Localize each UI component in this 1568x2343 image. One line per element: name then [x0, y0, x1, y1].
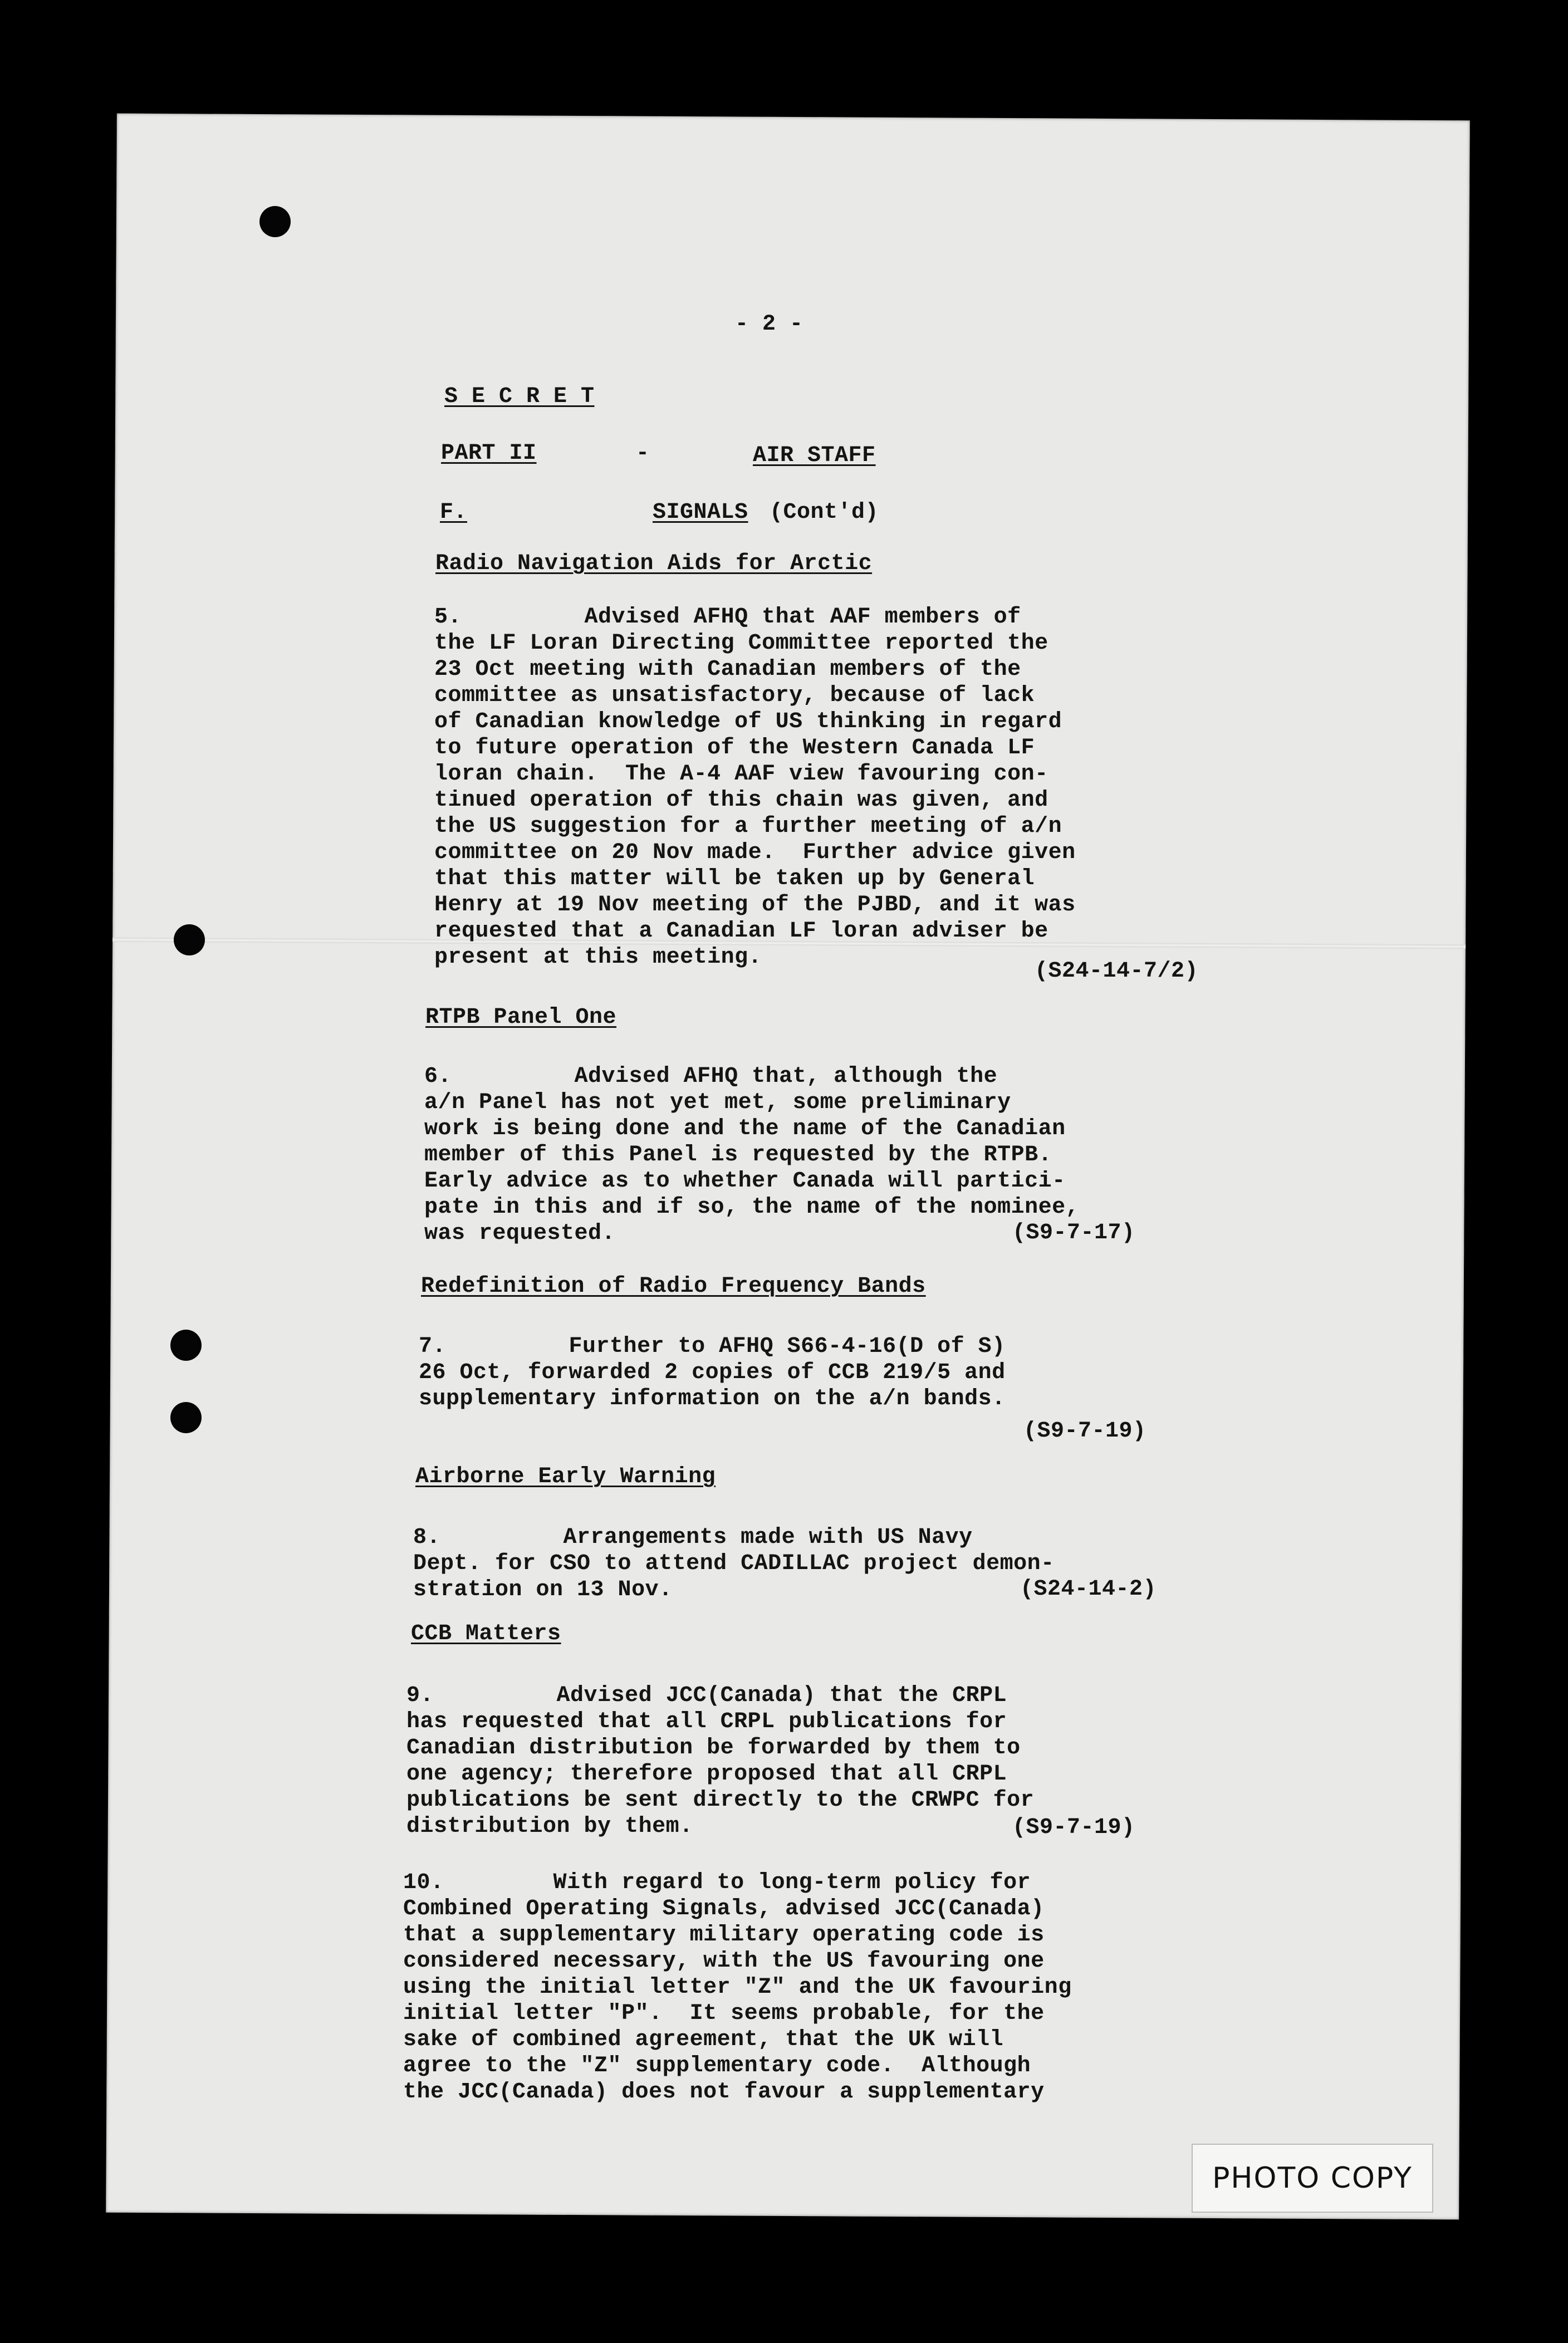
item-paragraph: 8. Arrangements made with US Navy Dept. for CSO to attend CADILLAC project demon- stration on 13 Nov. [413, 1525, 1055, 1602]
photocopy-stamp: PHOTO COPY [1192, 2144, 1433, 2213]
page-number: - 2 - [735, 312, 803, 337]
part-name: AIR STAFF [753, 443, 876, 468]
item-paragraph: 10. With regard to long-term policy for Combined Operating Signals, advised JCC(Canada) that a supplementary military operating code is considered necessary, with the US favouring one using the initial letter "Z" and the UK favouring initial letter "P". It seems probable, for the sake of combined agreement, that the UK will agree to the "Z" supplementary code. Although the JCC(Canada) does not favour a supplementary [403, 1870, 1072, 2105]
classification: S E C R E T [444, 384, 595, 409]
section-name: SIGNALS [653, 500, 748, 525]
item-paragraph: 9. Advised JCC(Canada) that the CRPL has requested that all CRPL publications for Canadian distribution be forwarded by them to one agency; therefore proposed that all CRPL publications be sent directly to the CRWPC for distribution by them. [406, 1683, 1035, 1839]
section-cont: (Cont'd) [770, 500, 879, 525]
punch-hole [170, 1402, 202, 1433]
item-paragraph: 7. Further to AFHQ S66-4-16(D of S) 26 Oct, forwarded 2 copies of CCB 219/5 and supplementary information on the a/n bands. [419, 1334, 1006, 1411]
file-reference: (S24-14-2) [1020, 1577, 1157, 1602]
item-paragraph: 6. Advised AFHQ that, although the a/n Panel has not yet met, some preliminary work is being done and the name of the Canadian member of this Panel is requested by the RTPB. Early advice as to whether Canada will partici- pate in this and if so, the name of the nominee, was requested. [424, 1064, 1080, 1246]
punch-hole [174, 924, 205, 955]
file-reference: (S9-7-19) [1023, 1419, 1146, 1444]
item-heading: Redefinition of Radio Frequency Bands [421, 1274, 926, 1299]
file-reference: (S9-7-17) [1012, 1220, 1135, 1246]
part-label: PART II [441, 441, 537, 466]
punch-hole [259, 206, 291, 237]
punch-hole [170, 1330, 202, 1361]
section-letter: F. [440, 500, 468, 525]
item-heading: CCB Matters [411, 1621, 561, 1646]
file-reference: (S24-14-7/2) [1035, 959, 1199, 984]
item-heading: RTPB Panel One [425, 1005, 617, 1030]
part-dash: - [636, 441, 650, 466]
item-heading: Radio Navigation Aids for Arctic [435, 551, 873, 576]
item-paragraph: 5. Advised AFHQ that AAF members of the LF Loran Directing Committee reported the 23 Oct meeting with Canadian members of the committee as unsatisfactory, because of lack of Canadian knowledge of US thinking in regard to future operation of the Western Canada LF loran chain. The A-4 AAF view favouring con- tinued operation of this chain was given, and the US suggestion for a further meeting of a/n committee on 20 Nov made. Further advice given that this matter will be taken up by General Henry at 19 Nov meeting of the PJBD, and it was requested that a Canadian LF loran adviser be present at this meeting. [434, 605, 1076, 970]
file-reference: (S9-7-19) [1012, 1815, 1135, 1840]
item-heading: Airborne Early Warning [415, 1464, 716, 1489]
